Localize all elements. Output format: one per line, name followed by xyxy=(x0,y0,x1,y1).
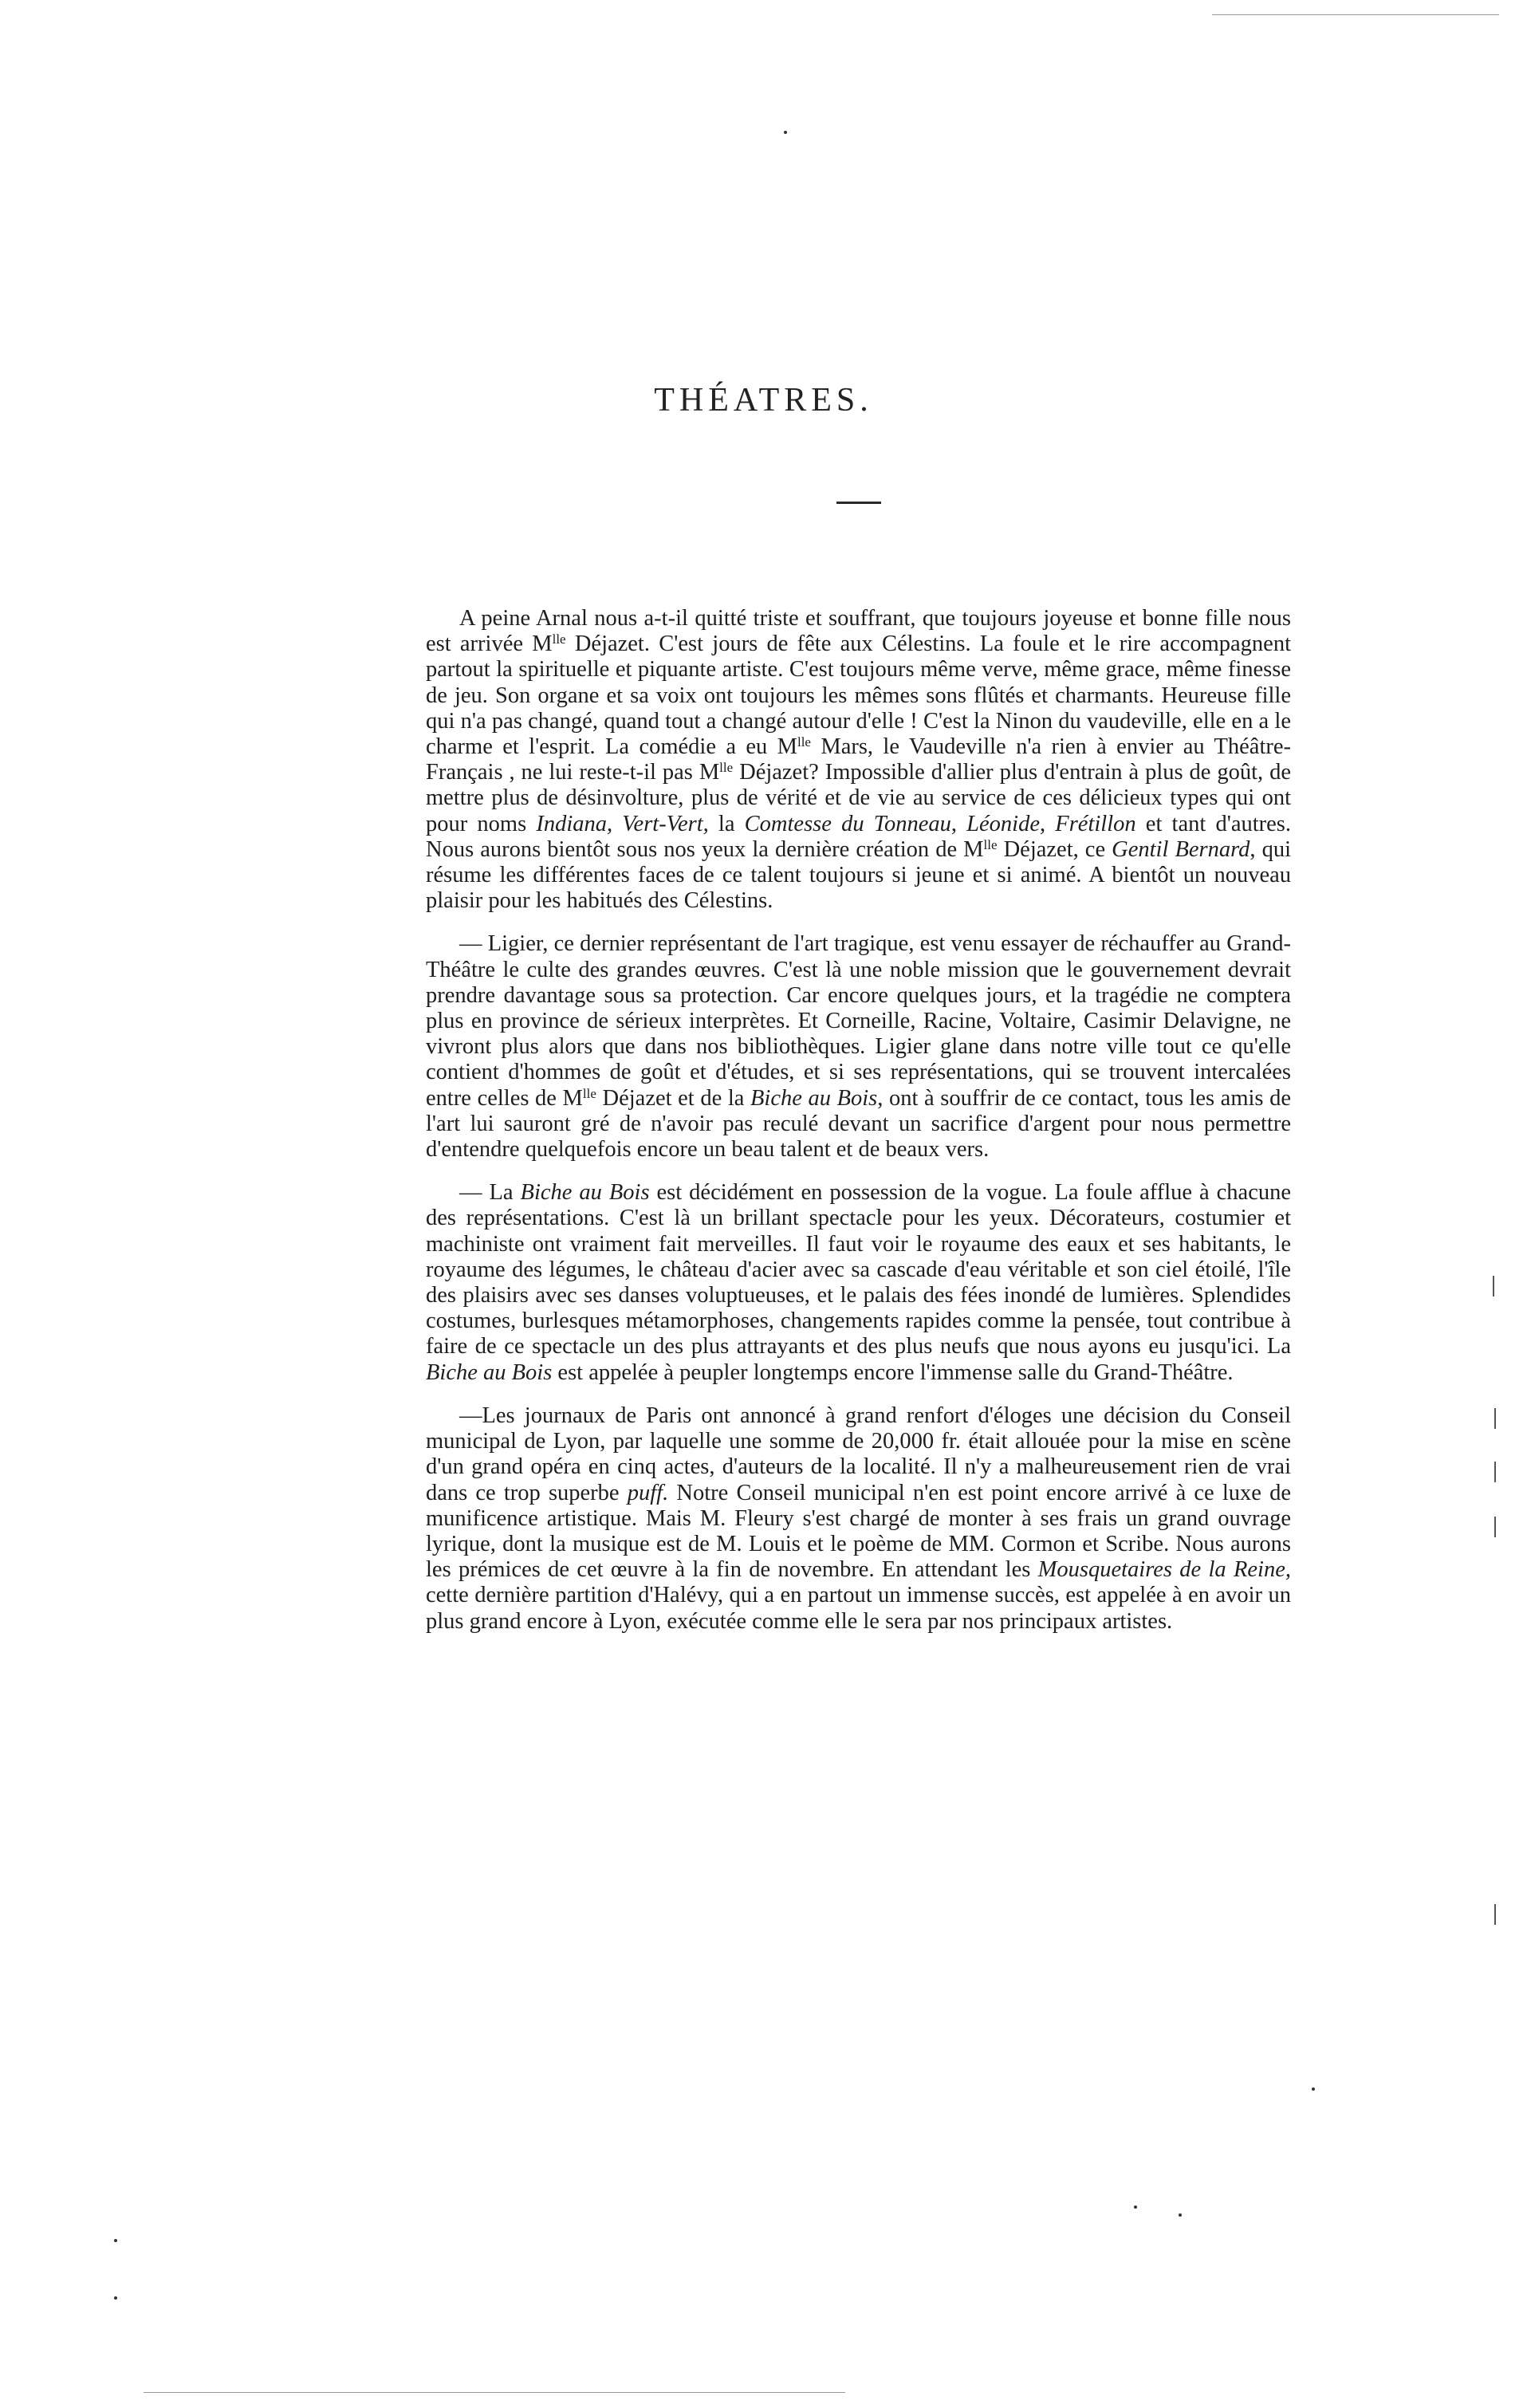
text-run: , ont à souffrir de ce contact, tous les amis de l'art lui sauront gré de n'avoir pas reculé devant un sacrifice d'argent pour nous permettre d'entendre quelquefois encore un beau talent et de beaux vers. xyxy=(426,1085,1291,1163)
scan-dot xyxy=(114,2296,117,2300)
text-run: cette dernière partition d'Halévy, qui a en partout un immense succès, est appelée à en avoir un plus grand encore à Lyon, exécutée comme elle le sera par nos principaux artistes. xyxy=(426,1583,1291,1634)
margin-mark xyxy=(1493,1276,1494,1296)
scan-dot xyxy=(1179,2213,1182,2217)
page-title: THÉATRES. xyxy=(654,382,873,419)
superscript: lle xyxy=(719,760,734,776)
italic-title: Biche au Bois xyxy=(426,1359,553,1385)
margin-mark xyxy=(1494,1408,1496,1429)
scan-dot xyxy=(1134,2205,1137,2209)
italic-title: Biche au Bois xyxy=(750,1085,878,1111)
text-run: est appelée à peupler longtemps encore l'immense salle du Grand-Théâtre. xyxy=(552,1359,1234,1385)
text-run: la xyxy=(708,811,745,836)
italic-title: Léonide xyxy=(966,811,1040,836)
text-run: Déjazet et de la xyxy=(596,1085,750,1111)
scan-dot xyxy=(114,2239,117,2242)
text-run: Notre Conseil municipal n'en est point encore arrivé à ce luxe de munificence artistique. Mais M. Fleury s'est chargé de monter à ses frais un grand ouvrage lyrique, dont la musique est de M. Louis et le poème de MM. Cormon et Scribe. Nous aurons les prémices de cet œuvre à la fin de novembre. En attendant les xyxy=(426,1480,1291,1583)
text-run: Déjazet? Impossible d'allier plus d'entrain à plus de goût, de mettre plus de désinvolture, plus de vérité et de vie au service de ces délicieux types qui ont pour noms xyxy=(426,760,1292,836)
paragraph-ligier xyxy=(426,931,1291,1163)
italic-title: Mousquetaires de la Reine, xyxy=(1037,1557,1291,1583)
scan-edge-bottom xyxy=(144,2392,845,2393)
italic-title: Comtesse du Tonneau xyxy=(744,811,951,836)
text-run: Déjazet, ce xyxy=(997,836,1112,862)
paragraph-arnal-dejazet xyxy=(426,606,1291,914)
paragraph-conseil-municipal xyxy=(426,1403,1291,1635)
margin-mark xyxy=(1494,1904,1496,1925)
italic-title: Gentil Bernard xyxy=(1112,836,1250,862)
title-divider xyxy=(836,502,881,504)
superscript: lle xyxy=(582,1085,596,1101)
text-run: —Les journaux de Paris ont annoncé à grand renfort d'éloges une décision du Conseil municipal de Lyon, par laquelle une somme de 20,000 fr. était allouée pour la mise en scène d'un grand opéra en cinq actes, d'auteurs de la localité. Il n'y a malheureusement rien de vrai dans ce trop superbe xyxy=(426,1403,1291,1505)
scan-dot xyxy=(1312,2087,1315,2091)
text-run: — La xyxy=(459,1180,521,1206)
text-run: Mars, le Vaudeville n'a rien à envier au Théâtre-Français , ne lui reste-t-il pas M xyxy=(426,734,1292,785)
text-run: A peine Arnal nous a-t-il quitté triste et souffrant, que toujours joyeuse et bonne fille nous est arrivée M xyxy=(426,606,1291,657)
text-run: est décidément en possession de la vogue. La foule afflue à chacune des représentations. C'est là un brillant spectacle pour les yeux. Décorateurs, costumier et machiniste ont vraiment fait merveilles. Il faut voir le royaume des eaux et ses habitants, le royaume des légumes, le château d'acier avec sa cascade d'eau véritable et son ciel étoilé, l'île des plaisirs avec ses danses voluptueuses, et le palais des fées inondé de lumières. Splendides costumes, burlesques métamorphoses, changements rapides comme la pensée, tout contribue à faire de ce spectacle un des plus attrayants et des plus neufs que nous ayons eu jusqu'ici. La xyxy=(426,1180,1291,1359)
scan-edge-top xyxy=(1212,14,1499,15)
text-run: , qui résume les différentes faces de ce talent toujours si jeune et si animé. A bientôt un nouveau plaisir pour les habitués des Célestins. xyxy=(426,836,1291,914)
italic-title: Biche au Bois xyxy=(520,1180,650,1206)
text-run: — Ligier, ce dernier représentant de l'art tragique, est venu essayer de réchauffer au Grand-Théâtre le culte des grandes œuvres. C'est là une noble mission que le gouvernement devrait prendre davantage sous sa protection. Car encore quelques jours, et la tragédie ne comptera plus en province de sérieux interprètes. Et Corneille, Racine, Voltaire, Casimir Delavigne, ne vivront plus alors que dans nos bibliothèques. Ligier glane dans notre ville tout ce qu'elle contient d'hommes de goût et d'études, et si ses représentations, qui se trouvent intercalées entre celles de M xyxy=(426,931,1291,1111)
text-run: et tant d'autres. Nous aurons bientôt sous nos yeux la dernière création de M xyxy=(426,811,1292,862)
scan-dot xyxy=(784,131,787,134)
paragraph-biche-au-bois xyxy=(426,1180,1291,1386)
article-body xyxy=(426,606,1291,1635)
margin-mark xyxy=(1494,1517,1496,1537)
margin-mark xyxy=(1494,1462,1496,1482)
superscript: lle xyxy=(797,734,811,750)
text-run: , xyxy=(950,811,967,836)
superscript: lle xyxy=(552,632,566,647)
text-run: Déjazet. C'est jours de fête aux Célestins. La foule et le rire accompagnent partout la spirituelle et piquante artiste. C'est toujours même verve, même grace, même finesse de jeu. Son organe et sa voix ont toujours les mêmes sons flûtés et charmants. Heureuse fille qui n'a pas changé, quand tout a changé autour d'elle ! C'est la Ninon du vaudeville, elle en a le charme et l'esprit. La comédie a eu M xyxy=(426,632,1291,760)
italic-title: Frétillon xyxy=(1055,811,1136,836)
superscript: lle xyxy=(983,836,998,852)
text-run: , xyxy=(1040,811,1056,836)
italic-title: Indiana, Vert-Vert, xyxy=(536,811,709,836)
italic-title: puff. xyxy=(627,1480,669,1505)
